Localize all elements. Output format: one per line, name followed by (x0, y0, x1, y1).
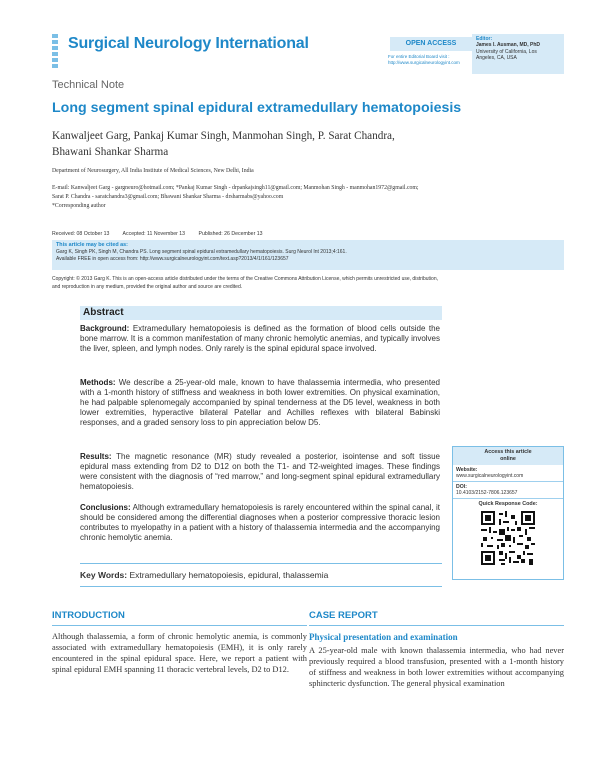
access-online-box (452, 446, 564, 580)
keywords-label: Key Words: (80, 570, 128, 580)
accepted-date: Accepted: 11 November 13 (122, 231, 186, 237)
doi-label: DOI: (456, 484, 467, 490)
case-subheading: Physical presentation and examination (309, 632, 458, 642)
access-heading-line-1: Access this article (484, 449, 532, 455)
article-title: Long segment spinal epidural extramedullary hematopoiesis (52, 100, 462, 116)
qr-label: Quick Response Code: (478, 501, 538, 507)
case-report-divider (309, 625, 564, 626)
editor-box (472, 34, 564, 74)
emails-line-2: Sarat P. Chandra - saratchandra3@gmail.com; Bhawani Shankar Sharma - drsharmabs@yahoo.com (52, 194, 284, 200)
introduction-divider (52, 625, 307, 626)
qr-code-icon[interactable] (481, 511, 535, 565)
article-section: Technical Note (52, 79, 125, 91)
article-dates (52, 231, 275, 237)
introduction-text: Although thalassemia, a form of chronic hemolytic anemia, is commonly associated with extramedullary hematopoiesis (EMH), it is only rarely encountered in the spinal epidural space. Here, we report a patient with spinal epidural EMH spanning 11 thoracic vertebral levels, D2 to D12. (52, 632, 307, 674)
access-heading (453, 447, 563, 465)
website-label: Website: (456, 467, 478, 473)
results-label: Results: (80, 452, 112, 461)
corresponding-author: *Corresponding author (52, 203, 106, 209)
background-text: Extramedullary hematopoiesis is defined as the formation of blood cells outside the bone marrow. It is a common manifestation of many chronic hemolytic anemias, and typically involves the liver, spleen, and lymph nodes. Only rarely is the spinal epidural space involved. (80, 324, 440, 353)
editorial-board-info (388, 54, 460, 66)
case-report-text: A 25-year-old male with known thalassemia intermedia, who had never previously required a blood transfusion, presented with a 1-month history of stiffness and weakness in both lower extremities without accompanying sphincteric dysfunction. The general physical examination (309, 646, 564, 688)
authors-line-2: Bhawani Shankar Sharma (52, 146, 169, 158)
keywords (80, 570, 328, 580)
author-emails (52, 184, 562, 211)
doi-value[interactable]: 10.4103/2152-7806.123657 (453, 490, 563, 499)
methods-label: Methods: (80, 378, 116, 387)
methods-text: We describe a 25-year-old male, known to have thalassemia intermedia, who presented with a 1-month history of stiffness and weakness in both lower extremities. On physical examination, he had palpable splenomegaly accompanied by spinal tenderness at the D5 level, weakness in both lower extremities, hyperactive bilateral Patellar and Achilles reflexes with bilateral Babinski responses, and a graded sensory loss to pin appreciation below D5. (80, 378, 440, 427)
author-list (52, 128, 452, 160)
citation-availability[interactable]: Available FREE in open access from: http://www.surgicalneurologyint.com/text.asp?2013/4/1/161/123657 (56, 256, 289, 262)
citation-box (52, 240, 564, 270)
website-link[interactable]: www.surgicalneurologyint.com (453, 473, 563, 482)
copyright-line-1: Copyright: © 2013 Garg K. This is an open-access article distributed under the terms of the Creative Commons Attribution License, which permits unrestricted use, distribution, (52, 276, 438, 282)
copyright-notice (52, 276, 564, 291)
abstract-background (80, 324, 440, 354)
access-heading-line-2: online (500, 456, 516, 462)
citation-heading: This article may be cited as: (56, 242, 128, 248)
emails-line-1: E-mail: Kanwaljeet Garg - gargneuro@hotmail.com; *Pankaj Kumar Singh - drpankajsingh11@gmail.com; Manmohan Singh - manmohan1972@gmail.com; (52, 185, 419, 191)
abstract-heading: Abstract (80, 306, 442, 320)
journal-title: Surgical Neurology International (68, 35, 309, 52)
editor-affiliation-2: Angeles, CA, USA (476, 55, 517, 62)
case-report-heading: CASE REPORT (309, 610, 378, 621)
received-date: Received: 08 October 13 (52, 231, 110, 237)
keywords-text: Extramedullary hematopoiesis, epidural, thalassemia (129, 570, 329, 580)
department: Department of Neurosurgery, All India Institute of Medical Sciences, New Delhi, India (52, 168, 254, 174)
editorial-board-label: For entire Editorial Board visit : (388, 54, 450, 59)
abstract-conclusions (80, 503, 440, 543)
published-date: Published: 26 December 13 (198, 231, 263, 237)
editor-affiliation-1: University of California, Los (476, 48, 537, 55)
conclusions-label: Conclusions: (80, 503, 131, 512)
keywords-divider (80, 563, 442, 564)
abstract-methods (80, 378, 440, 428)
copyright-line-2: and reproduction in any medium, provided the original author and source are credited. (52, 283, 243, 290)
authors-line-1: Kanwaljeet Garg, Pankaj Kumar Singh, Manmohan Singh, P. Sarat Chandra, (52, 130, 395, 142)
introduction-heading: INTRODUCTION (52, 610, 125, 621)
editor-name: James I. Ausman, MD, PhD (476, 42, 540, 49)
journal-logo (52, 34, 58, 74)
editorial-board-link[interactable]: http://www.surgicalneurologyint.com (388, 60, 460, 65)
citation-text: Garg K, Singh PK, Singh M, Chandra PS. Long segment spinal epidural extramedullary hematopoiesis. Surg Neurol Int 2013;4:161. (56, 249, 347, 255)
results-text: The magnetic resonance (MR) study revealed a posterior, isointense and soft tissue epidural mass extending from D2 to D12 on both the T1- and T2-weighted images. These findings were consistent with the diagnosis of “red marrow,” and long-segment spinal epidural extramedullary hematopoiesis. (80, 452, 441, 491)
abstract-results (80, 452, 440, 492)
editor-label: Editor: (476, 36, 493, 42)
background-label: Background: (80, 324, 130, 333)
abstract-bottom-divider (80, 586, 442, 587)
conclusions-text: Although extramedullary hematopoiesis is rarely encountered within the spinal canal, it should be considered among the differential diagnoses when a posterior compressive thoracic lesion contributes to myelopathy in a patient with a history of thalassemia intermedia and the accompanying chronic hemolytic anemia. (80, 503, 441, 542)
open-access-badge: OPEN ACCESS (390, 37, 472, 51)
